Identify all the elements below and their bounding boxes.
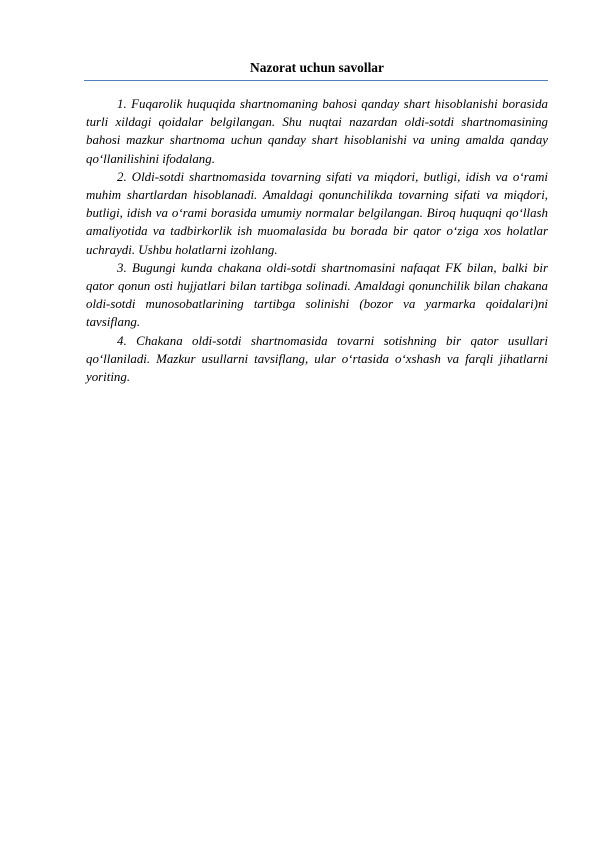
- question-1: 1. Fuqarolik huquqida shartnomaning bahosi qanday shart hisoblanishi borasida turli xildagi qoidalar belgilangan. Shu nuqtai nazardan oldi-sotdi shartnomasining bahosi mazkur shartnoma uchun qanday shart hisoblanishi va uning amalda qanday qo‘llanilishini ifodalang.: [86, 97, 548, 166]
- question-2: 2. Oldi-sotdi shartnomasida tovarning sifati va miqdori, butligi, idish va o‘rami muhim shartlardan hisoblanadi. Amaldagi qonunchilikda tovarning sifati va miqdori, butligi, idish va o‘rami borasida umumiy normalar belgilangan. Biroq huquqni qo‘llash amaliyotida va tadbirkorlik ish muomalasida bu borada bir qator o‘ziga xos holatlar uchraydi. Ushbu holatlarni izohlang.: [86, 169, 548, 257]
- question-4: 4. Chakana oldi-sotdi shartnomasida tovarni sotishning bir qator usullari qo‘llaniladi. Mazkur usullarni tavsiflang, ular o‘rtasida o‘xshash va farqli jihatlarni yoriting.: [86, 333, 548, 385]
- question-3: 3. Bugungi kunda chakana oldi-sotdi shartnomasini nafaqat FK bilan, balki bir qator qonun osti hujjatlari bilan tartibga solinadi. Amaldagi qonunchilik bilan chakana oldi-sotdi munosobatlarining tartibga solinishi (bozor va yarmarka qoidalari)ni tavsiflang.: [86, 260, 548, 330]
- page-title: Nazorat uchun savollar: [250, 60, 384, 75]
- title-divider: [84, 80, 548, 81]
- questions-list: [86, 95, 548, 386]
